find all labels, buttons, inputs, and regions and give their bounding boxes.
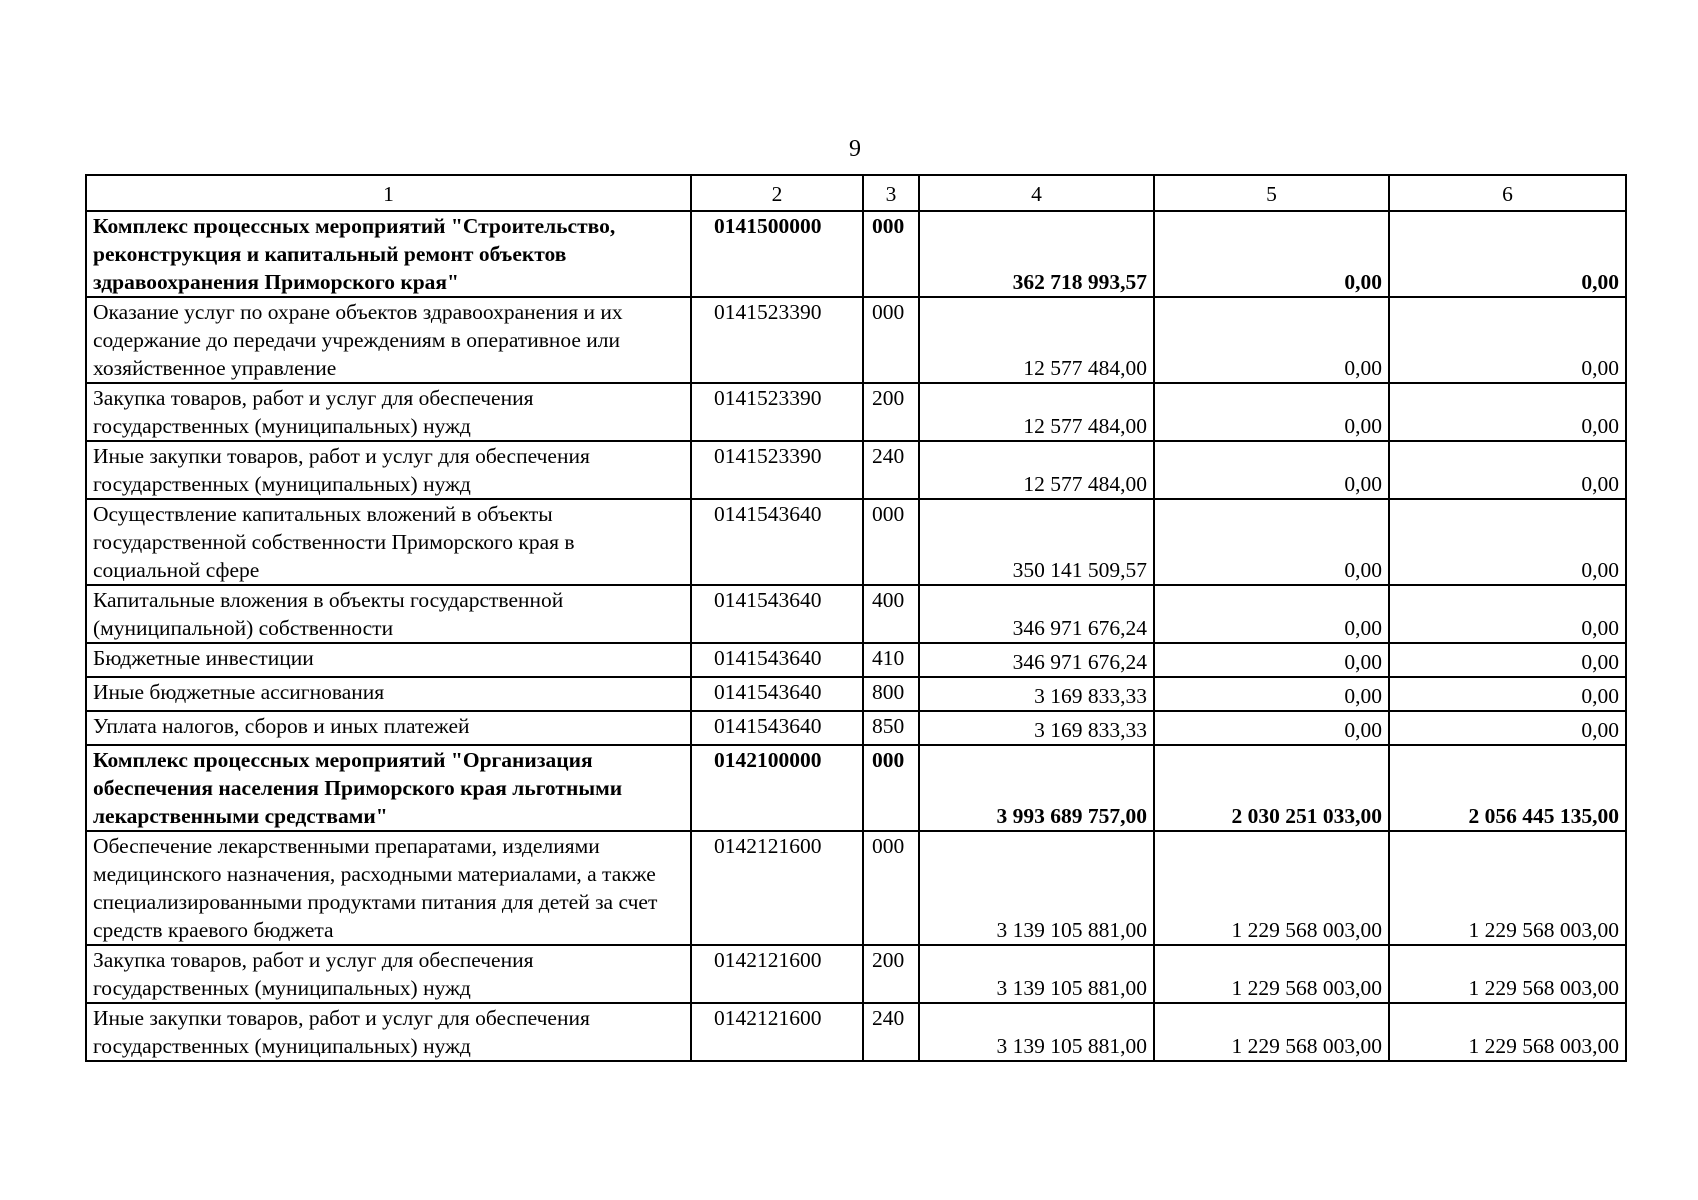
row-amount-col5-cell: 2 030 251 033,00: [1154, 745, 1389, 831]
row-amount-col6-cell: 0,00: [1389, 211, 1626, 297]
row-code-cell: 0141500000: [691, 211, 863, 297]
row-amount-col5-cell: 0,00: [1154, 211, 1389, 297]
column-number-2: 2: [691, 175, 863, 211]
row-amount-col5-cell: 1 229 568 003,00: [1154, 831, 1389, 945]
row-expense-type-cell: 000: [863, 297, 919, 383]
row-amount-col6-cell: 1 229 568 003,00: [1389, 945, 1626, 1003]
table-row: [86, 441, 1626, 499]
program-row: [86, 745, 1626, 831]
row-name-cell: Оказание услуг по охране объектов здравоохранения и их содержание до передачи учреждениям в оперативное или хозяйственное управление: [86, 297, 691, 383]
row-amount-col5-cell: 0,00: [1154, 297, 1389, 383]
row-expense-type-cell: 000: [863, 499, 919, 585]
row-amount-col6-cell: 0,00: [1389, 643, 1626, 677]
budget-table: [85, 174, 1627, 1062]
row-name-cell: Комплекс процессных мероприятий "Организация обеспечения населения Приморского края льготными лекарственными средствами": [86, 745, 691, 831]
row-amount-col4-cell: 12 577 484,00: [919, 383, 1154, 441]
row-code-cell: 0141543640: [691, 499, 863, 585]
column-number-row: [86, 175, 1626, 211]
row-amount-col4-cell: 346 971 676,24: [919, 643, 1154, 677]
row-expense-type-cell: 200: [863, 383, 919, 441]
column-number-6: 6: [1389, 175, 1626, 211]
row-code-cell: 0142100000: [691, 745, 863, 831]
row-amount-col6-cell: 0,00: [1389, 711, 1626, 745]
row-amount-col5-cell: 1 229 568 003,00: [1154, 1003, 1389, 1061]
table-row: [86, 585, 1626, 643]
column-number-3: 3: [863, 175, 919, 211]
row-code-cell: 0142121600: [691, 831, 863, 945]
row-code-cell: 0142121600: [691, 945, 863, 1003]
row-code-cell: 0141543640: [691, 585, 863, 643]
row-amount-col5-cell: 0,00: [1154, 711, 1389, 745]
row-amount-col5-cell: 0,00: [1154, 441, 1389, 499]
row-amount-col4-cell: 12 577 484,00: [919, 441, 1154, 499]
row-expense-type-cell: 240: [863, 441, 919, 499]
table-row: [86, 297, 1626, 383]
program-row: [86, 211, 1626, 297]
column-number-1: 1: [86, 175, 691, 211]
row-amount-col5-cell: 0,00: [1154, 643, 1389, 677]
row-code-cell: 0142121600: [691, 1003, 863, 1061]
row-expense-type-cell: 000: [863, 831, 919, 945]
row-amount-col4-cell: 362 718 993,57: [919, 211, 1154, 297]
column-number-4: 4: [919, 175, 1154, 211]
table-row: [86, 499, 1626, 585]
table-row: [86, 677, 1626, 711]
row-name-cell: Осуществление капитальных вложений в объекты государственной собственности Приморского края в социальной сфере: [86, 499, 691, 585]
row-amount-col4-cell: 3 139 105 881,00: [919, 945, 1154, 1003]
row-name-cell: Комплекс процессных мероприятий "Строительство, реконструкция и капитальный ремонт объектов здравоохранения Приморского края": [86, 211, 691, 297]
row-name-cell: Закупка товаров, работ и услуг для обеспечения государственных (муниципальных) нужд: [86, 945, 691, 1003]
row-amount-col5-cell: 1 229 568 003,00: [1154, 945, 1389, 1003]
row-expense-type-cell: 400: [863, 585, 919, 643]
row-code-cell: 0141543640: [691, 677, 863, 711]
row-expense-type-cell: 800: [863, 677, 919, 711]
row-amount-col6-cell: 0,00: [1389, 297, 1626, 383]
row-expense-type-cell: 200: [863, 945, 919, 1003]
row-code-cell: 0141543640: [691, 711, 863, 745]
row-name-cell: Иные бюджетные ассигнования: [86, 677, 691, 711]
row-amount-col6-cell: 0,00: [1389, 585, 1626, 643]
row-expense-type-cell: 000: [863, 745, 919, 831]
row-amount-col6-cell: 0,00: [1389, 499, 1626, 585]
row-code-cell: 0141523390: [691, 441, 863, 499]
row-code-cell: 0141543640: [691, 643, 863, 677]
table-row: [86, 643, 1626, 677]
row-amount-col6-cell: 0,00: [1389, 677, 1626, 711]
row-amount-col4-cell: 3 139 105 881,00: [919, 1003, 1154, 1061]
row-amount-col6-cell: 2 056 445 135,00: [1389, 745, 1626, 831]
row-amount-col5-cell: 0,00: [1154, 585, 1389, 643]
row-amount-col4-cell: 346 971 676,24: [919, 585, 1154, 643]
row-amount-col4-cell: 3 169 833,33: [919, 677, 1154, 711]
row-name-cell: Бюджетные инвестиции: [86, 643, 691, 677]
row-name-cell: Закупка товаров, работ и услуг для обеспечения государственных (муниципальных) нужд: [86, 383, 691, 441]
table-row: [86, 1003, 1626, 1061]
row-amount-col4-cell: 3 139 105 881,00: [919, 831, 1154, 945]
table-row: [86, 945, 1626, 1003]
row-name-cell: Капитальные вложения в объекты государственной (муниципальной) собственности: [86, 585, 691, 643]
row-code-cell: 0141523390: [691, 297, 863, 383]
row-amount-col6-cell: 0,00: [1389, 441, 1626, 499]
row-amount-col5-cell: 0,00: [1154, 677, 1389, 711]
table-row: [86, 711, 1626, 745]
row-expense-type-cell: 410: [863, 643, 919, 677]
row-expense-type-cell: 000: [863, 211, 919, 297]
row-expense-type-cell: 240: [863, 1003, 919, 1061]
row-amount-col5-cell: 0,00: [1154, 499, 1389, 585]
row-amount-col5-cell: 0,00: [1154, 383, 1389, 441]
row-name-cell: Уплата налогов, сборов и иных платежей: [86, 711, 691, 745]
row-name-cell: Обеспечение лекарственными препаратами, изделиями медицинского назначения, расходными материалами, а также специализированными продуктами питания для детей за счет средств краевого бюджета: [86, 831, 691, 945]
row-amount-col6-cell: 1 229 568 003,00: [1389, 1003, 1626, 1061]
budget-table-body: [86, 175, 1626, 1061]
table-row: [86, 383, 1626, 441]
row-name-cell: Иные закупки товаров, работ и услуг для обеспечения государственных (муниципальных) нужд: [86, 1003, 691, 1061]
row-amount-col4-cell: 3 169 833,33: [919, 711, 1154, 745]
row-expense-type-cell: 850: [863, 711, 919, 745]
column-number-5: 5: [1154, 175, 1389, 211]
row-amount-col4-cell: 3 993 689 757,00: [919, 745, 1154, 831]
row-code-cell: 0141523390: [691, 383, 863, 441]
row-amount-col4-cell: 12 577 484,00: [919, 297, 1154, 383]
row-amount-col6-cell: 1 229 568 003,00: [1389, 831, 1626, 945]
row-amount-col6-cell: 0,00: [1389, 383, 1626, 441]
table-row: [86, 831, 1626, 945]
page-number: 9: [849, 136, 861, 162]
row-amount-col4-cell: 350 141 509,57: [919, 499, 1154, 585]
row-name-cell: Иные закупки товаров, работ и услуг для обеспечения государственных (муниципальных) нужд: [86, 441, 691, 499]
